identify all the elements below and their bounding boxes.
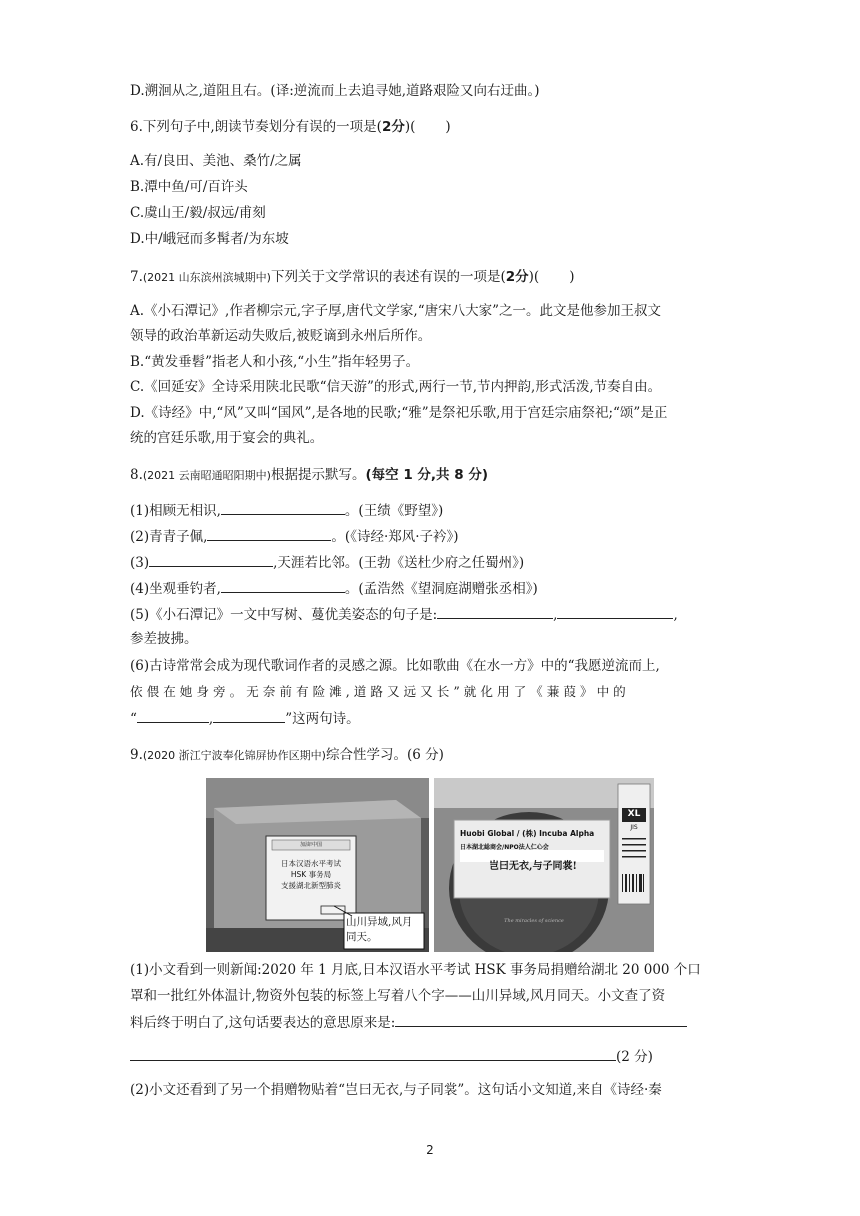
answer-blank[interactable] [557,604,673,619]
q8-stem: 8.(2021 云南昭通昭阳期中)根据提示默写。(每空 1 分,共 8 分) [130,467,489,483]
q8-item-5: (5)《小石潭记》一文中写树、蔓优美姿态的句子是: , , [130,604,678,625]
q6-option-d: D.中/峨冠而多髯者/为东坡 [130,231,289,247]
q9-stem: 9.(2020 浙江宁波奉化锦屏协作区期中)综合性学习。(6 分) [130,747,444,763]
q7-option-b: B.“黄发垂髫”指老人和小孩,“小生”指年轻男子。 [130,354,420,370]
std-tag: JIS [630,824,638,831]
q6-option-b: B.潭中鱼/可/百许头 [130,179,248,195]
answer-blank[interactable] [149,552,273,567]
q9-p1-line4: (2 分) [130,1046,653,1067]
answer-blank[interactable] [221,578,345,593]
org-text: 日本湖北総商会/NPO法人仁心会 [460,844,549,851]
box-label-text: 日本汉语水平考试 HSK 事务局 支援湖北新型肺炎 [281,859,341,890]
q7-option-a-line2: 领导的政治革新运动失败后,被贬谪到永州后所作。 [130,328,432,344]
answer-blank[interactable] [213,708,285,723]
q7-option-d-line2: 统的宫廷乐歌,用于宴会的典礼。 [130,430,324,446]
q9-photos [206,778,654,952]
q9-p1-line3: 料后终于明白了,这句话要表达的意思原来是: [130,1012,687,1033]
q8-item-1: (1)相顾无相识, 。(王绩《野望》) [130,500,443,521]
size-tag: XL [627,809,641,819]
q8-item-2: (2)青青子佩, 。(《诗经·郑风·子衿》) [130,526,459,547]
q6-option-a: A.有/良田、美池、桑竹/之属 [130,153,302,169]
q7-option-c: C.《回延安》全诗采用陕北民歌“信天游”的形式,两行一节,节内押韵,形式活泼,节奏自由。 [130,379,662,395]
label-top-text: 加油!中国 [299,842,322,848]
q8-source: (2021 云南昭通昭阳期中) [142,469,271,482]
answer-blank[interactable] [137,708,209,723]
q7-option-a-line1: A.《小石潭记》,作者柳宗元,字子厚,唐代文学家,“唐宋八大家”之一。此文是他参加王叔文 [130,303,662,319]
q8-item-6-line3: “ , ”这两句诗。 [130,708,360,729]
brand-text: Huobi Global / (株) Incuba Alpha [460,829,595,838]
answer-blank[interactable] [207,526,331,541]
q9-source: (2020 浙江宁波奉化锦屏协作区期中) [142,749,326,762]
q9-p1-line1: (1)小文看到一则新闻:2020 年 1 月底,日本汉语水平考试 HSK 事务局捐赠给湖北 20 000 个口 [130,962,701,978]
q7-stem: 7.(2021 山东滨州滨城期中)下列关于文学常识的表述有误的一项是(2分)( ) [130,269,575,285]
answer-blank[interactable] [221,500,345,515]
slogan-text: 岂曰无衣,与子同裳! [489,861,577,872]
q9-p1-line2: 罩和一批红外体温计,物资外包装的标签上写着八个字——山川异域,风月同天。小文查了资 [130,988,666,1004]
q8-item-6-line1: (6)古诗常常会成为现代歌词作者的灵感之源。比如歌曲《在水一方》中的“我愿逆流而上, [130,658,660,674]
q6-stem: 6.下列句子中,朗读节奏划分有误的一项是(2分)( ) [130,119,451,135]
q5-option-d: D.溯洄从之,道阻且右。(译:逆流而上去追寻她,道路艰险又向右迂曲。) [130,83,540,99]
q9-p2: (2)小文还看到了另一个捐赠物贴着“岂曰无衣,与子同裳”。这句话小文知道,来自《诗经·秦 [130,1082,662,1098]
q6-option-c: C.虞山王/毅/叔远/甫刻 [130,205,266,221]
q8-item-4: (4)坐观垂钓者, 。(孟浩然《望洞庭湖赠张丞相》) [130,578,538,599]
q7-source: (2021 山东滨州滨城期中) [142,271,271,284]
q8-item-6-line2: 依 偎 在 她 身 旁 。 无 奈 前 有 险 滩 , 道 路 又 远 又 长 ” 就 化 用 了 《 蒹 葭 》 中 的 [130,684,626,699]
bag-tiny-text: The miracles of science [504,918,564,924]
answer-blank[interactable] [395,1012,687,1027]
q8-item-3: (3) ,天涯若比邻。(王勃《送杜少府之任蜀州》) [130,552,524,573]
q7-option-d-line1: D.《诗经》中,“风”又叫“国风”,是各地的民歌;“雅”是祭祀乐歌,用于宫廷宗庙祭祀;“颂”是正 [130,405,668,421]
page-number: 2 [426,1143,434,1157]
donation-bag-photo [434,778,654,952]
donation-box-photo [206,778,429,952]
q8-item-5-cont: 参差披拂。 [130,631,198,647]
answer-blank[interactable] [130,1046,616,1061]
answer-blank[interactable] [437,604,553,619]
callout-text: 山川异域,风月同天。 [346,916,413,943]
